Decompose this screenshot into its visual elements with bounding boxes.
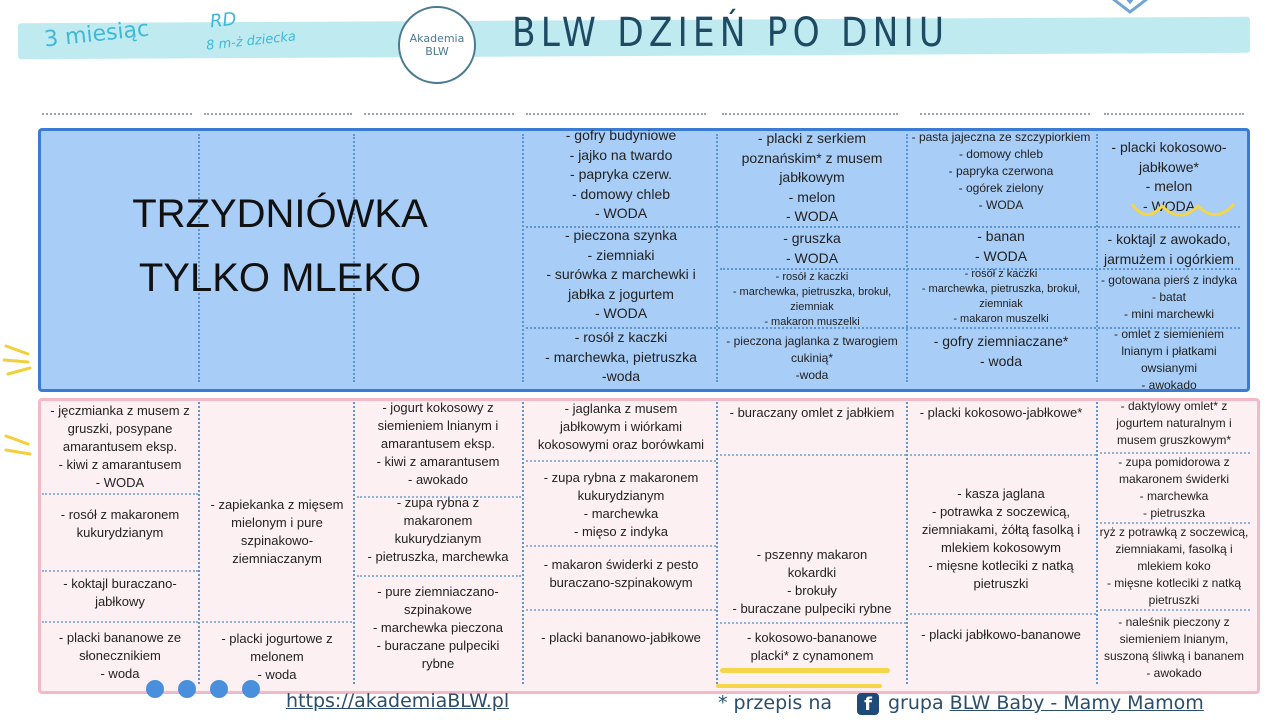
- meal-item: kokardki: [787, 565, 837, 580]
- meal-item: - WODA: [1142, 197, 1196, 214]
- pink-row-divider: [720, 454, 906, 456]
- column-divider: [920, 113, 1090, 115]
- sun-ray-doodle-icon-2: [2, 430, 42, 470]
- meal-item: ziemniak: [979, 298, 1023, 310]
- meal-cell: [40, 629, 200, 683]
- meal-item: szpinakowe: [404, 602, 472, 617]
- meal-item: mielonym i pure: [231, 515, 323, 530]
- meal-item: siemieniem lnianym,: [1119, 632, 1229, 646]
- pink-row-divider: [526, 609, 716, 611]
- meal-item: - domowy chleb: [958, 147, 1044, 161]
- meal-item: - surówka z marchewki i: [546, 266, 696, 282]
- dot-icon: [210, 680, 228, 698]
- meal-item: - pietruszka: [1142, 506, 1206, 520]
- meal-item: - buraczane pulpeciki rybne: [732, 601, 892, 616]
- meal-item: - pieczona szynka: [564, 227, 678, 243]
- meal-item: - marchewka: [583, 506, 659, 521]
- meal-cell: [906, 332, 1096, 371]
- meal-item: jabłkowy: [95, 594, 145, 609]
- trzy-line2: TYLKO MLEKO: [138, 256, 422, 300]
- pink-row-divider: [910, 454, 1096, 456]
- meal-item: - banan: [977, 228, 1025, 244]
- meal-cell: [1096, 326, 1242, 394]
- meal-item: jabłkowym: [779, 169, 845, 185]
- meal-item: - naleśnik pieczony z: [1118, 615, 1230, 629]
- pink-row-divider: [526, 545, 716, 547]
- meal-item: - jajko na twardo: [569, 146, 673, 163]
- column-divider: [42, 113, 192, 115]
- meal-cell: [524, 556, 718, 592]
- meal-item: - placki bananowo-jabłkowe: [541, 630, 701, 645]
- meal-item: - kiwi z amarantusem: [58, 457, 182, 472]
- meal-cell: [906, 626, 1096, 644]
- meal-item: - papryka czerwona: [948, 164, 1054, 178]
- meal-item: - daktylowy omlet* z: [1120, 399, 1228, 413]
- meal-item: - kiwi z amarantusem: [376, 454, 500, 469]
- meal-item: - ziemniaki: [587, 246, 655, 263]
- meal-cell: [354, 399, 522, 489]
- meal-item: - papryka czerw.: [570, 166, 672, 182]
- meal-cell: [200, 496, 354, 568]
- meal-cell: [40, 575, 200, 611]
- meal-item: - woda: [100, 666, 140, 681]
- meal-cell: [524, 629, 718, 647]
- column-divider: [526, 113, 706, 115]
- facebook-group-link[interactable]: [888, 692, 1204, 714]
- pink-row-divider: [1100, 609, 1250, 611]
- meal-cell: [906, 485, 1096, 593]
- website-link[interactable]: https://akademiaBLW.pl: [286, 690, 510, 712]
- meal-item: - kokosowo-bananowe: [746, 630, 878, 645]
- meal-item: - koktajl buraczano-: [63, 576, 177, 591]
- meal-item: - pasta jajeczna ze szczypiorkiem: [911, 130, 1091, 144]
- meal-item: ryż z potrawką z soczewicą,: [1099, 525, 1249, 539]
- meal-cell: [718, 229, 906, 268]
- meal-item: - WODA: [594, 305, 648, 321]
- meal-cell: [354, 583, 522, 673]
- meal-item: - woda: [979, 352, 1023, 369]
- meal-cell: [1096, 230, 1242, 269]
- meal-item: - pszenny makaron: [756, 547, 868, 562]
- meal-cell: [526, 226, 716, 324]
- group-prefix: grupa: [888, 692, 950, 714]
- header-month: 3 miesiąc: [42, 16, 151, 53]
- meal-item: - rosół z makaronem: [60, 507, 180, 522]
- akademia-blw-logo: [398, 6, 476, 84]
- meal-item: suszoną śliwką i bananem: [1103, 649, 1245, 663]
- meal-cell: [524, 400, 718, 454]
- pink-row-divider: [720, 622, 906, 624]
- meal-cell: [718, 270, 906, 330]
- meal-item: szpinakowo-: [240, 533, 314, 548]
- meal-item: jabłka z jogurtem: [568, 285, 674, 302]
- meal-item: - placki jabłkowo-bananowe: [921, 627, 1081, 642]
- meal-item: - mięsne kotleciki z natką: [1106, 576, 1242, 590]
- meal-cell: [718, 333, 906, 384]
- meal-item: - batat: [1151, 290, 1187, 304]
- header-rd: RD: [208, 8, 238, 33]
- meal-cell: [200, 630, 354, 684]
- meal-cell: [354, 494, 522, 566]
- meal-item: - buraczany omlet z jabłkiem: [729, 405, 895, 420]
- meal-item: - awokado: [408, 472, 468, 487]
- meal-cell: [1096, 272, 1242, 323]
- meal-item: - WODA: [95, 475, 145, 490]
- meal-item: -woda: [601, 368, 641, 384]
- meal-item: kokosowymi oraz borówkami: [537, 437, 705, 452]
- meal-item: ziemniakami, żółtą fasolką i: [921, 522, 1081, 537]
- meal-item: - placki z serkiem: [757, 130, 867, 146]
- meal-cell: [718, 404, 906, 422]
- meal-item: - melon: [1145, 178, 1193, 194]
- meal-item: - jęczmianka z musem z: [50, 403, 190, 418]
- sun-ray-doodle-icon: [2, 340, 42, 380]
- meal-item: - koktajl z awokado,: [1107, 231, 1231, 247]
- pink-row-divider: [42, 493, 198, 495]
- meal-item: owsianymi: [1140, 361, 1197, 375]
- column-divider: [364, 113, 514, 115]
- meal-item: słonecznikiem: [79, 648, 161, 663]
- meal-item: - marchewka, pietruszka, brokuł,: [732, 286, 892, 298]
- meal-item: jarmużem i ogórkiem: [1104, 250, 1234, 267]
- facebook-icon[interactable]: f: [857, 693, 879, 715]
- meal-item: - zupa pomidorowa z: [1118, 455, 1230, 469]
- meal-item: jabłkowym i wiórkami: [559, 419, 683, 434]
- meal-item: - WODA: [785, 249, 839, 266]
- meal-item: - gotowana pierś z indyka: [1100, 273, 1238, 287]
- meal-item: - WODA: [978, 198, 1024, 212]
- meal-item: pietruszki: [973, 576, 1029, 591]
- meal-item: mlekiem koko: [1137, 559, 1211, 573]
- meal-item: pietruszki: [1148, 593, 1200, 607]
- meal-item: ziemniaczanym: [232, 551, 322, 566]
- meal-item: - placki kokosowo-: [1111, 139, 1227, 155]
- meal-item: - rosół z kaczki: [574, 329, 668, 345]
- meal-cell: [906, 227, 1096, 266]
- decorative-dots: [146, 680, 260, 698]
- logo-line1: Akademia: [409, 32, 465, 45]
- dot-icon: [242, 680, 260, 698]
- meal-item: siemieniem lnianym i: [377, 418, 499, 433]
- meal-cell: [906, 129, 1096, 214]
- meal-item: -woda: [795, 368, 829, 382]
- meal-item: - placki jogurtowe z: [221, 631, 333, 646]
- meal-item: - gofry budyniowe: [565, 127, 677, 143]
- trzydniowka-label: [120, 182, 440, 310]
- meal-cell: [718, 629, 906, 665]
- meal-item: - WODA: [594, 205, 648, 221]
- meal-item: kukurydzianym: [394, 531, 482, 546]
- meal-cell: [526, 328, 716, 387]
- meal-item: buraczano-szpinakowym: [549, 575, 693, 590]
- meal-item: cukinią*: [790, 351, 834, 365]
- meal-item: - WODA: [785, 208, 839, 224]
- column-divider: [722, 113, 898, 115]
- meal-item: rybne: [421, 656, 455, 671]
- meal-item: - woda: [257, 667, 297, 682]
- meal-cell: [1098, 454, 1250, 522]
- meal-item: - zupa rybna z makaronem: [543, 470, 699, 485]
- meal-item: - kasza jaglana: [957, 486, 1045, 501]
- meal-item: - rosół z kaczki: [775, 271, 849, 283]
- meal-item: amarantusem eksp.: [62, 439, 178, 454]
- pink-row-divider: [526, 460, 716, 462]
- meal-item: makaronem: [403, 513, 473, 528]
- meal-item: ziemniak: [790, 301, 834, 313]
- meal-item: - jaglanka z musem: [564, 401, 678, 416]
- logo-line2: BLW: [425, 45, 449, 58]
- meal-item: - pieczona jaglanka z twarogiem: [726, 334, 898, 348]
- meal-item: - zupa rybna z: [396, 495, 480, 510]
- page-title: BLW DZIEŃ PO DNIU: [512, 10, 950, 56]
- meal-item: makaronem świderki: [1118, 472, 1230, 486]
- meal-item: - makaron muszelki: [953, 313, 1049, 325]
- meal-item: ziemniakami, fasolką i: [1115, 542, 1233, 556]
- meal-item: melonem: [250, 649, 304, 664]
- meal-item: - pietruszka, marchewka: [367, 549, 509, 564]
- meal-cell: [906, 404, 1096, 422]
- meal-item: - domowy chleb: [571, 185, 671, 202]
- meal-item: - marchewka: [1139, 489, 1209, 503]
- group-name[interactable]: BLW Baby - Mamy Mamom: [949, 692, 1204, 714]
- meal-cell: [906, 267, 1096, 327]
- meal-item: - marchewka, pietruszka, brokuł,: [921, 283, 1081, 295]
- meal-cell: [1098, 398, 1250, 449]
- dot-icon: [146, 680, 164, 698]
- yellow-underline-doodle-icon: [1128, 200, 1240, 222]
- pink-row-divider: [42, 570, 198, 572]
- meal-item: - melon: [788, 188, 836, 205]
- meal-item: - rosół z kaczki: [964, 268, 1038, 280]
- meal-item: jabłkowe*: [1139, 158, 1199, 175]
- meal-item: jogurtem naturalnym i: [1116, 416, 1232, 430]
- meal-item: - marchewka, pietruszka: [545, 348, 697, 365]
- yellow-highlight: [716, 684, 882, 688]
- meal-item: kukurydzianym: [76, 525, 164, 540]
- meal-item: - placki bananowe ze: [58, 630, 182, 645]
- meal-item: - marchewka pieczona: [372, 620, 504, 635]
- blue-col-divider: [522, 134, 524, 382]
- header-age: 8 m-ż dziecka: [205, 29, 297, 54]
- meal-item: - gruszka: [783, 230, 841, 246]
- column-divider: [1104, 113, 1244, 115]
- meal-item: - potrawka z soczewicą,: [932, 504, 1070, 519]
- meal-item: mlekiem kokosowym: [941, 540, 1061, 555]
- meal-item: kukurydzianym: [577, 488, 665, 503]
- meal-item: - placki kokosowo-jabłkowe*: [919, 405, 1083, 420]
- meal-item: - zapiekanka z mięsem: [210, 497, 344, 512]
- meal-item: - brokuły: [787, 583, 837, 598]
- meal-item: - makaron muszelki: [764, 316, 860, 328]
- yellow-highlight: [720, 668, 890, 673]
- meal-item: - mięsne kotleciki z natką: [928, 558, 1074, 573]
- meal-item: - mięso z indyka: [574, 524, 668, 539]
- meal-item: - awokado: [1141, 378, 1197, 392]
- meal-cell: [526, 126, 716, 224]
- meal-cell: [40, 402, 200, 492]
- meal-item: - gofry ziemniaczane*: [933, 333, 1069, 349]
- meal-item: musem gruszkowym*: [1116, 433, 1232, 447]
- meal-item: - mini marchewki: [1123, 307, 1214, 321]
- meal-item: gruszki, posypane: [67, 421, 173, 436]
- meal-cell: [524, 469, 718, 541]
- meal-item: - pure ziemniaczano-: [377, 584, 499, 599]
- meal-item: - awokado: [1146, 666, 1202, 680]
- dot-icon: [178, 680, 196, 698]
- meal-cell: [718, 129, 906, 227]
- meal-item: placki* z cynamonem: [750, 648, 874, 663]
- pink-row-divider: [910, 613, 1096, 615]
- pink-row-divider: [42, 621, 198, 623]
- meal-item: - omlet z siemieniem: [1113, 327, 1225, 341]
- triangle-doodle-icon: [1100, 0, 1160, 16]
- meal-item: - WODA: [974, 247, 1028, 264]
- meal-item: - buraczane pulpeciki: [376, 638, 500, 653]
- meal-item: lnianym i płatkami: [1121, 344, 1217, 358]
- meal-cell: [1098, 524, 1250, 609]
- meal-item: - makaron świderki z pesto: [543, 557, 699, 572]
- pink-row-divider: [202, 621, 352, 623]
- meal-item: - jogurt kokosowy z: [382, 400, 494, 415]
- meal-cell: [718, 546, 906, 618]
- meal-item: poznańskim* z musem: [741, 149, 883, 166]
- meal-item: amarantusem eksp.: [380, 436, 496, 451]
- pink-row-divider: [357, 575, 521, 577]
- meal-cell: [1098, 614, 1250, 682]
- trzy-line1: TRZYDNIÓWKA: [132, 192, 428, 236]
- meal-cell: [40, 506, 200, 542]
- column-divider: [204, 113, 352, 115]
- recipe-note: * przepis na: [718, 692, 833, 714]
- meal-item: - ogórek zielony: [958, 181, 1044, 195]
